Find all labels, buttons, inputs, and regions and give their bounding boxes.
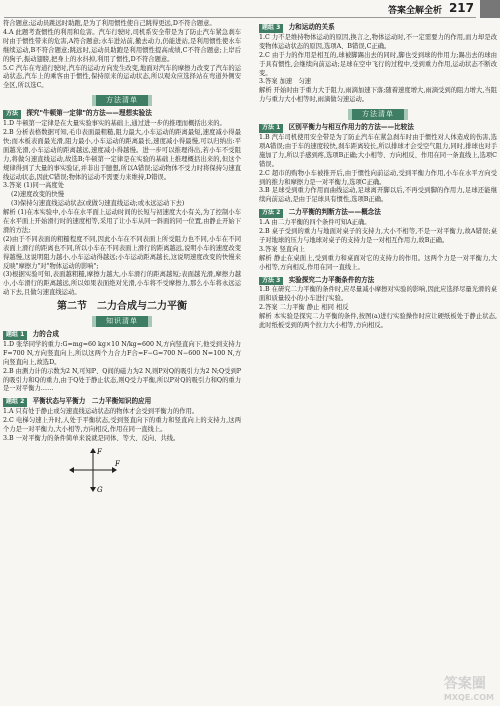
group-tag: 题组 3	[259, 24, 283, 33]
paragraph: 2.答案 二力平衡 静止 相同 相反	[259, 304, 349, 312]
paragraph: 4.A 此题考查惯性的利用和危害。汽车行驶时,司机系安全带是为了防止汽车紧急刹车时由于惯性带来的危害,A符合题意;水车进站前,撤去动力,仍能进站,是利用惯性使水车继续运动,B不符合题意;跳远时,运动员助跑是利用惯性提高成绩,C不符合题意;上岸后的狗子,振动翅膀,把身上的水抖掉,利用了惯性,D不符合题意。	[3, 28, 241, 63]
group-heading	[3, 330, 241, 340]
header-rule	[4, 17, 476, 18]
paragraph: (3)保持匀速直线运动状态(或做匀速直线运动;或永远运动下去)	[11, 200, 185, 208]
watermark-main: 答案圈	[443, 676, 486, 692]
group-tag: 题组 2	[3, 398, 27, 407]
force-diagram	[63, 446, 123, 494]
watermark-logo	[444, 673, 494, 702]
paragraph: 1.B 汽车司机使用安全带是为了防止汽车在紧急刹车时由于惯性对人体造成的伤害,选项A错误;由于车的速度较快,刹车距离较长,所以排球才会受空气阻力,同时,排球也对手施加了力,所以手感到疼,选项B正确;大小相等、方向相反、作用在同一条直线上,选项C错误。	[259, 133, 497, 168]
arrowhead-up	[90, 448, 96, 453]
group-tag: 题组 1	[3, 331, 27, 340]
header-title: 答案全解全析	[387, 6, 442, 16]
paragraph: (2)由于不同表面的粗糙程度不同,因此小车在不同表面上所受阻力也不同,小车在不同表面上滑行的距离也不同,所以小车在不同表面上滑行的距离越远,说明小车的速度改变得越慢,这说明阻力越小,小车运动得越远;小车运动距离越长,这说明速度改变的快慢来反映"摩擦力"对"物体运动的影响";	[3, 235, 241, 270]
paragraph: 5.C 汽车在弯道行驶时,汽车的运动方向发生改变,地面对汽车的摩擦力改变了汽车的运动状态,汽车上的乘客由于惯性,保持原来的运动状态,所以观众应选择站在弯道外侧安全区,所以选C。	[3, 64, 241, 90]
paragraph: 解析 开始时由于重力大于阻力,雨滴加速下落;随着速度增大,雨滴受到的阻力增大,当阻力与重力大小相等时,雨滴做匀速运动。	[259, 87, 497, 104]
method-title: 探究"牛顿第一定律"的方法——理想实验法	[26, 109, 152, 118]
header-bar	[480, 0, 500, 18]
paragraph: 1.A 只有处于静止或匀速直线运动状态的物体才会受到平衡力的作用。	[3, 408, 199, 416]
paragraph: 3.答案 竖直向上	[259, 245, 305, 253]
paragraph: 1.B 在研究二力平衡的条件时,应尽量减小摩擦对实验的影响,因此应选择尽量光滑的桌面和质量较小的小车进行实验。	[259, 286, 497, 303]
paragraph: 2.B 由测力计的示数为2 N,可知P、Q间的磁力为2 N,则P对Q的吸引力为2 N;Q受到P的吸引力和Q的重力,由于Q处于静止状态,则Q受力平衡,所以P对Q的吸引力和Q的重力是一对平衡力……	[3, 367, 241, 393]
group-title: 力和运动的关系	[288, 23, 335, 31]
paragraph: 解析 (1)在本实验中,小车在水平面上运动时间的长短与初速度大小有关,为了控制小车在水平面上开始滑行时的速度相等,采用了让小车从同一斜面的同一位置,由静止开始下滑的方法;	[3, 209, 241, 234]
group-title: 力的合成	[32, 330, 59, 338]
method-title: 区别平衡力与相互作用力的方法——比较法	[288, 123, 414, 132]
paragraph: 2.C 电梯匀速上升时,人处于平衡状态,受到竖直向下的重力和竖直向上的支持力,这两个力是一对平衡力,大小相等,方向相反,作用在同一直线上。	[3, 417, 241, 434]
knowledge-list-banner: 知识清单	[3, 316, 241, 327]
paragraph: 1.D 张华同学的重力:G=mg=60 kg×10 N/kg=600 N,方向竖直向下,他受到支持力F=700 N,方向竖直向上,所以这两个力合力F合=F−G=700 N−600 N=100 N,方向竖直向上,故选D。	[3, 340, 241, 366]
paragraph: 2.C 超市的购物小车被推开后,由于惯性向前运动,受到平衡力作用,小车在水平方向受到的推力和摩擦力是一对平衡力,选项C正确。	[259, 169, 497, 186]
paragraph: 3.答案 加速 匀速	[259, 78, 312, 86]
paragraph: 解析 本实验是探究二力平衡的条件,按图(a)进行实验操作时应让硬纸板处于静止状态,此时纸板受到的两个拉力大小相等,方向相反。	[259, 313, 497, 330]
paragraph: 2.B 桌子受到的重力与地面对桌子的支持力,大小不相等,不是一对平衡力,故A错误;桌子对地球的压力与地球对桌子的支持力是一对相互作用力,故B正确。	[259, 228, 497, 244]
method-heading	[259, 123, 497, 133]
paragraph: 解析 静止在桌面上,受到重力和桌面对它的支持力的作用。这两个力是一对平衡力,大小相等,方向相反,作用在同一直线上。	[259, 254, 497, 271]
watermark-sub: MXQE.COM	[443, 693, 494, 702]
method-tag: 方法 3	[259, 277, 283, 286]
label-bottom: G	[97, 485, 103, 494]
paragraph: 2.C 由于力的作用是相互的,球被脚踢出去的同时,脚也受到球的作用力;踢出去的球由于具有惯性,会继续向前运动;足球在空中飞行的过程中,受到重力作用,运动状态不断改变。	[259, 51, 497, 77]
group-title: 平衡状态与平衡力 二力平衡知识的应用	[32, 397, 152, 406]
group-heading	[259, 23, 497, 33]
method-heading	[259, 276, 497, 286]
paragraph: (3)根据实验可知,表面越粗糙,摩擦力越大,小车滑行的距离越短;表面越光滑,摩擦力越小,小车滑行的距离越远,所以如果表面绝对光滑,小车将不受摩擦力,那么小车将永远运动下去,且做匀速直线运动。	[3, 271, 241, 297]
paragraph: 1.C 力不是维持物体运动的原因,换言之,物体运动时,不一定需要力的作用,而力却是改变物体运动状态的原因,选项A、B错误,C正确。	[259, 33, 497, 50]
page-number: 217	[448, 1, 474, 15]
method-tag: 方法 1	[259, 124, 283, 133]
method-tag: 方法	[3, 110, 21, 119]
paragraph: (2)速度改变的快慢	[11, 191, 64, 199]
method-list-banner: 方法清单	[3, 95, 241, 106]
arrowhead-left	[69, 467, 74, 473]
paragraph: 1.D 牛顿第一定律是在大量实验事实的基础上,通过进一步的推理而概括出来的。	[3, 120, 226, 128]
paragraph: 1.A 由二力平衡的四个条件可知A正确。	[259, 219, 371, 227]
method-heading	[3, 109, 241, 119]
group-heading	[3, 397, 241, 407]
paragraph: 3.B 足球受到重力作用而曲线运动,足球离开脚以后,不再受到脚的作用力,足球还能继续向前运动,是由于足球具有惯性,选项B正确。	[259, 187, 497, 204]
method-title: 二力平衡的判断方法——概念法	[288, 208, 381, 217]
method-heading	[259, 208, 497, 218]
arrowhead-down	[90, 487, 96, 492]
page-header	[0, 0, 500, 18]
left-column	[3, 20, 241, 498]
label-top: F	[97, 447, 102, 456]
paragraph: 2.B 分析表格数据可知,毛巾表面最粗糙,阻力最大,小车运动的距离最短,速度减小得最快;而木板表面最光滑,阻力最小,小车运动的距离最长,速度减小得最慢,可以归纳出:平面越光滑,小车运动的距离越远,速度减小得越慢。进一步可以推理得出,若小车不受阻力,将做匀速直线运动,故选B;牛顿第一定律是在实验的基础上推理概括出来的,但这个规律得到了大量的事实验证,并非出于臆想,所以A错误;运动物体不受力时将保持匀速直线运动状态,因此C错误;物体的运动不需要力来维持,D错误。	[3, 128, 241, 181]
method-title: 实验探究二力平衡条件的方法	[288, 275, 375, 284]
method-list-banner: 方法清单	[259, 109, 497, 120]
method-tag: 方法 2	[259, 209, 283, 218]
paragraph: 3.B 一对平衡力的条件简单来说就是同体、等大、反向、共线。	[3, 434, 180, 442]
paragraph: 符合题意;运动员跳远时助跑,是为了利用惯性使自己跳得更远,D不符合题意。	[3, 20, 216, 27]
right-column	[259, 20, 497, 331]
paragraph: 3.答案 (1)同一高度处	[3, 182, 65, 190]
label-right: F	[115, 459, 120, 468]
section-title: 第二节 二力合成与二力平衡	[57, 301, 187, 313]
